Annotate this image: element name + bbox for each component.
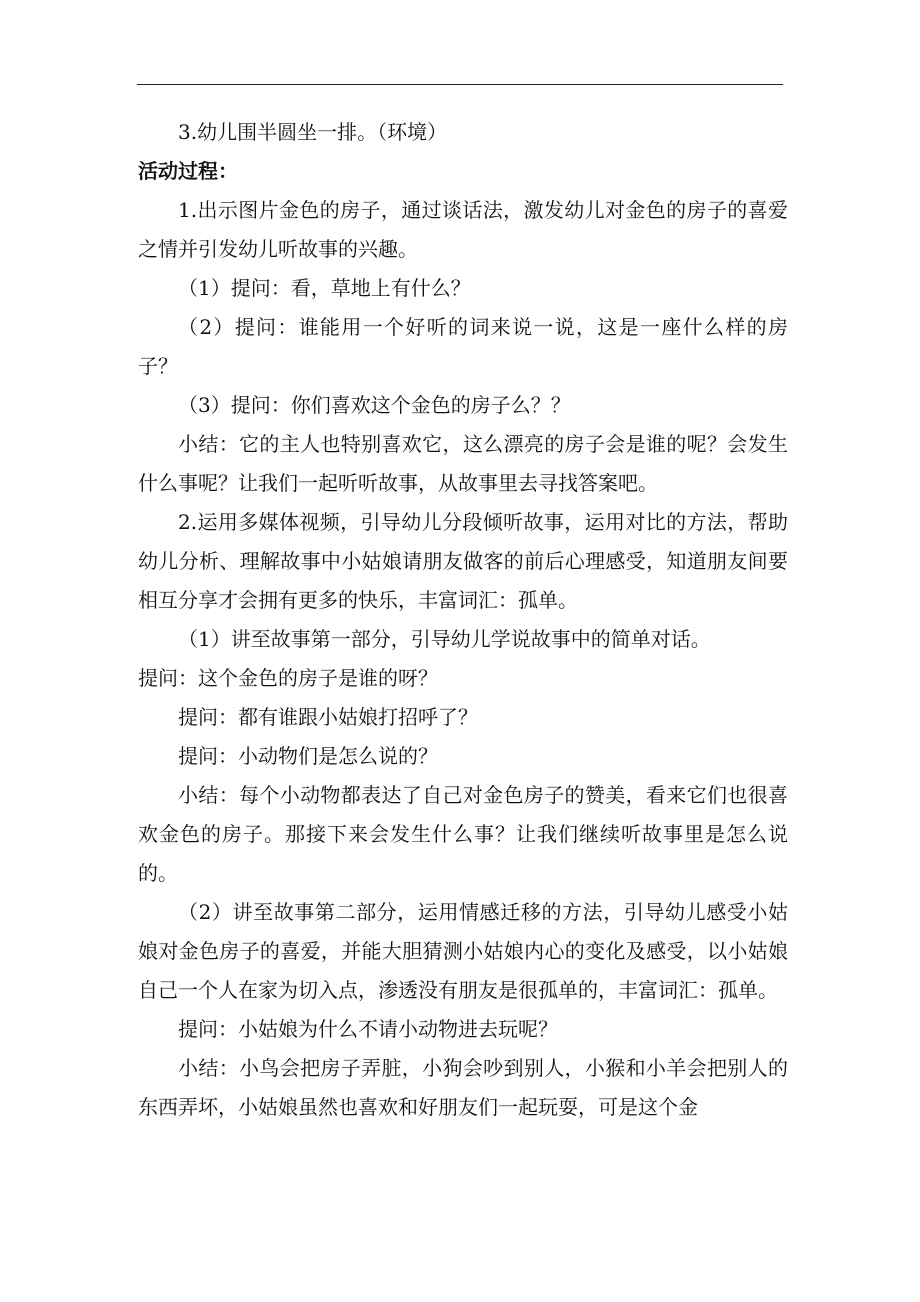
paragraph-summary-2: 小结：每个小动物都表达了自己对金色房子的赞美，看来它们也很喜欢金色的房子。那接下来会发生什么事？让我们继续听故事里是怎么说的。 <box>138 783 788 885</box>
paragraph-question-greetings: 提问：都有谁跟小姑娘打招呼了？ <box>178 705 478 729</box>
paragraph-environment: 3.幼儿围半圆坐一排。（环境） <box>178 120 448 144</box>
paragraph-question-3: （3）提问：你们喜欢这个金色的房子么？？ <box>178 393 571 417</box>
paragraph-step-1: 1.出示图片金色的房子，通过谈话法，激发幼儿对金色的房子的喜爱之情并引发幼儿听故事的兴趣。 <box>138 198 788 261</box>
paragraph-question-animals-said: 提问：小动物们是怎么说的？ <box>178 744 438 768</box>
paragraph-question-2: （2）提问：谁能用一个好听的词来说一说，这是一座什么样的房子？ <box>138 315 788 378</box>
paragraph-step-2: 2.运用多媒体视频，引导幼儿分段倾听故事，运用对比的方法，帮助幼儿分析、理解故事中小姑娘请朋友做客的前后心理感受，知道朋友间要相互分享才会拥有更多的快乐，丰富词汇：孤单。 <box>138 510 788 612</box>
paragraph-summary-1: 小结：它的主人也特别喜欢它，这么漂亮的房子会是谁的呢？会发生什么事呢？让我们一起听听故事，从故事里去寻找答案吧。 <box>138 432 788 495</box>
paragraph-question-1: （1）提问：看，草地上有什么？ <box>178 276 471 300</box>
section-heading-activity-process: 活动过程： <box>138 159 238 183</box>
paragraph-summary-3: 小结：小鸟会把房子弄脏，小狗会吵到别人，小猴和小羊会把别人的东西弄坏，小姑娘虽然也喜欢和好朋友们一起玩耍，可是这个金 <box>138 1056 788 1119</box>
header-rule <box>137 84 783 85</box>
paragraph-part-2: （2）讲至故事第二部分，运用情感迁移的方法，引导幼儿感受小姑娘对金色房子的喜爱，并能大胆猜测小姑娘内心的变化及感受，以小姑娘自己一个人在家为切入点，渗透没有朋友是很孤单的，丰富词汇：孤单。 <box>138 900 788 1002</box>
paragraph-part-1: （1）讲至故事第一部分，引导幼儿学说故事中的简单对话。 <box>178 627 711 651</box>
document-body <box>138 113 788 1127</box>
paragraph-question-whose-house: 提问：这个金色的房子是谁的呀？ <box>138 666 438 690</box>
paragraph-question-why-not-invite: 提问：小姑娘为什么不请小动物进去玩呢？ <box>178 1017 558 1041</box>
